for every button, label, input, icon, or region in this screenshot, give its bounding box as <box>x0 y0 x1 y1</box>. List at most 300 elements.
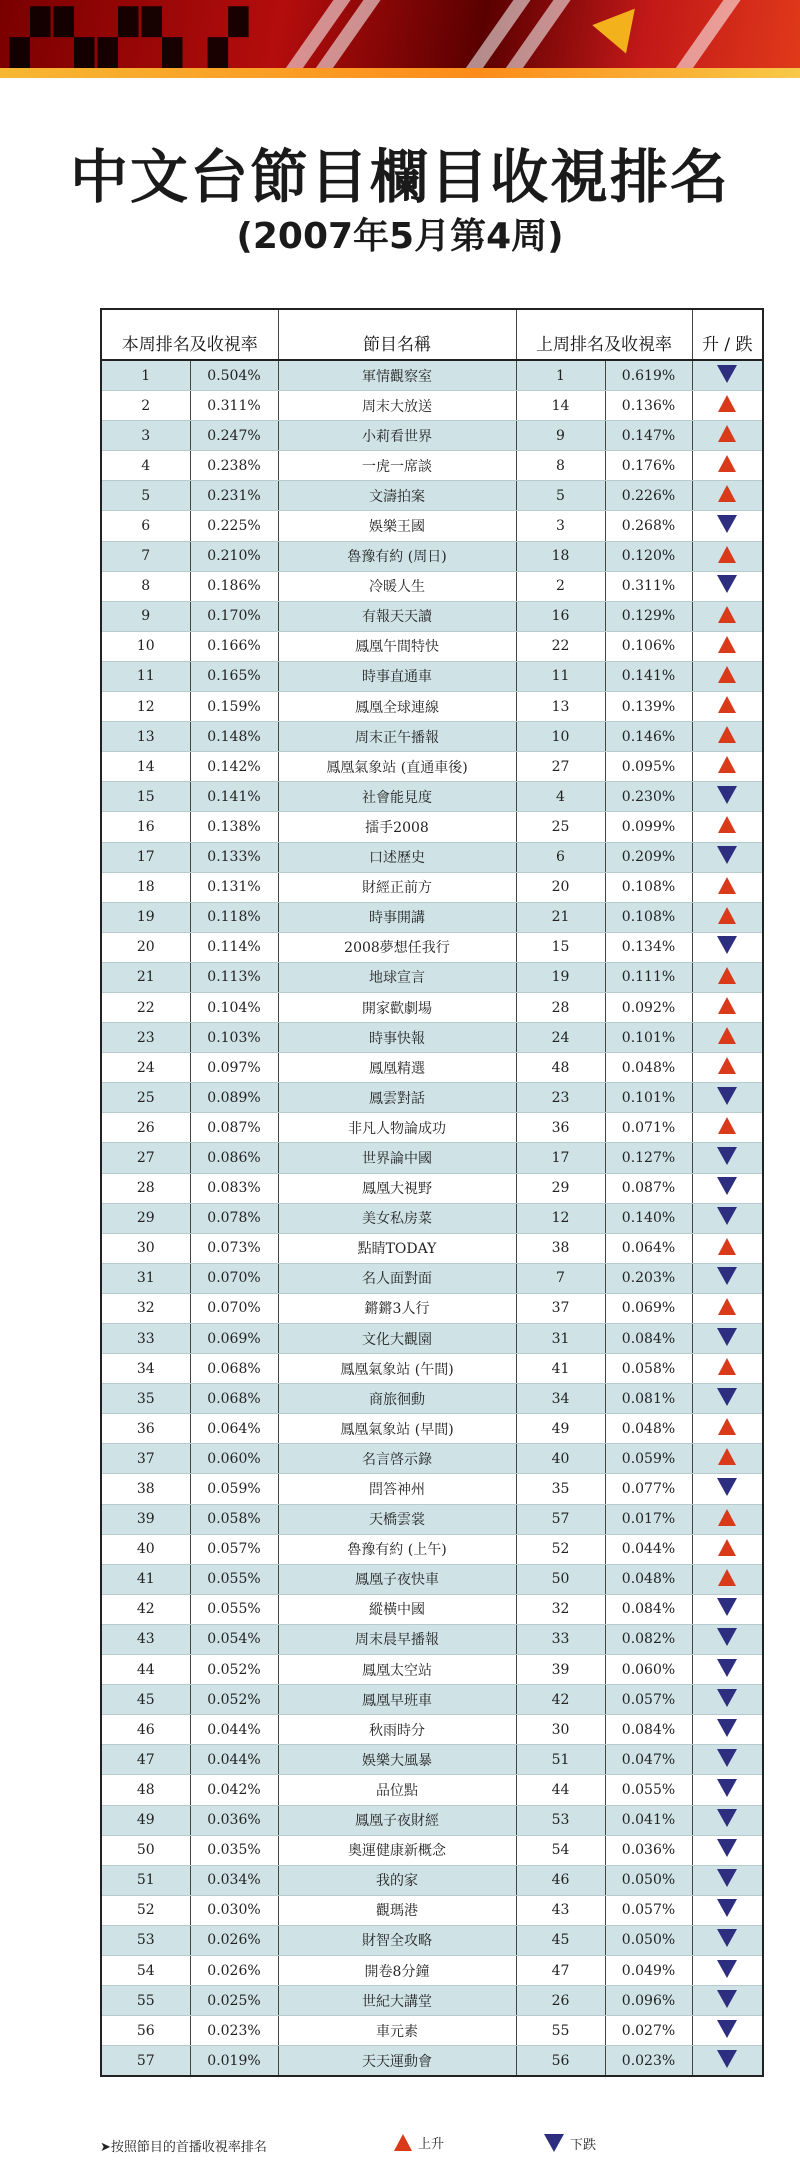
prev-rate-cell: 0.619% <box>605 360 692 391</box>
prev-rank-cell: 46 <box>516 1865 605 1895</box>
trend-cell <box>692 1594 763 1624</box>
triangle-down-icon <box>717 1177 737 1195</box>
program-name-cell: 鳳凰氣象站 (直通車後) <box>278 752 516 782</box>
rate-cell: 0.086% <box>190 1143 278 1173</box>
prev-rate-cell: 0.092% <box>605 992 692 1022</box>
prev-rank-cell: 31 <box>516 1324 605 1354</box>
rank-cell: 13 <box>101 722 190 752</box>
table-row <box>101 842 763 872</box>
prev-rate-cell: 0.084% <box>605 1594 692 1624</box>
prev-rate-cell: 0.120% <box>605 541 692 571</box>
table-row <box>101 1715 763 1745</box>
prev-rank-cell: 8 <box>516 451 605 481</box>
trend-cell <box>692 571 763 601</box>
trend-cell <box>692 1564 763 1594</box>
table-row <box>101 1624 763 1654</box>
trend-cell <box>692 1895 763 1925</box>
rate-cell: 0.055% <box>190 1594 278 1624</box>
program-name-cell: 名言啓示錄 <box>278 1444 516 1474</box>
prev-rank-cell: 9 <box>516 421 605 451</box>
program-name-cell: 鳳凰早班車 <box>278 1685 516 1715</box>
table-row <box>101 1444 763 1474</box>
prev-rate-cell: 0.146% <box>605 722 692 752</box>
trend-cell <box>692 631 763 661</box>
legend-down <box>544 2134 596 2156</box>
rank-cell: 30 <box>101 1233 190 1263</box>
trend-cell <box>692 1233 763 1263</box>
prev-rate-cell: 0.077% <box>605 1474 692 1504</box>
triangle-up-icon <box>718 1358 736 1375</box>
rate-cell: 0.042% <box>190 1775 278 1805</box>
prev-rank-cell: 3 <box>516 511 605 541</box>
triangle-down-icon <box>717 786 737 804</box>
program-name-cell: 社會能見度 <box>278 782 516 812</box>
rate-cell: 0.044% <box>190 1715 278 1745</box>
prev-rank-cell: 57 <box>516 1504 605 1534</box>
table-row <box>101 360 763 391</box>
rank-cell: 42 <box>101 1594 190 1624</box>
prev-rate-cell: 0.311% <box>605 571 692 601</box>
program-name-cell: 鳳凰氣象站 (早間) <box>278 1414 516 1444</box>
header-trend: 升 / 跌 <box>692 309 763 360</box>
rate-cell: 0.034% <box>190 1865 278 1895</box>
trend-cell <box>692 872 763 902</box>
trend-cell <box>692 722 763 752</box>
triangle-down-icon <box>717 1628 737 1646</box>
table-row <box>101 1685 763 1715</box>
rate-cell: 0.166% <box>190 631 278 661</box>
prev-rate-cell: 0.027% <box>605 2016 692 2046</box>
rate-cell: 0.023% <box>190 2016 278 2046</box>
rank-cell: 47 <box>101 1745 190 1775</box>
trend-cell <box>692 1083 763 1113</box>
rate-cell: 0.054% <box>190 1624 278 1654</box>
prev-rank-cell: 17 <box>516 1143 605 1173</box>
rank-cell: 25 <box>101 1083 190 1113</box>
program-name-cell: 周末晨早播報 <box>278 1624 516 1654</box>
program-name-cell: 奧運健康新概念 <box>278 1835 516 1865</box>
triangle-down-icon <box>717 1328 737 1346</box>
prev-rank-cell: 26 <box>516 1986 605 2016</box>
prev-rank-cell: 43 <box>516 1895 605 1925</box>
triangle-up-icon <box>718 395 736 412</box>
table-row <box>101 661 763 691</box>
rank-cell: 20 <box>101 932 190 962</box>
trend-cell <box>692 451 763 481</box>
table-row <box>101 1384 763 1414</box>
triangle-up-icon <box>718 816 736 833</box>
triangle-up-icon <box>718 1569 736 1586</box>
rank-cell: 53 <box>101 1925 190 1955</box>
trend-cell <box>692 992 763 1022</box>
program-name-cell: 世紀大講堂 <box>278 1986 516 2016</box>
prev-rate-cell: 0.082% <box>605 1624 692 1654</box>
rate-cell: 0.504% <box>190 360 278 391</box>
program-name-cell: 鳳凰太空站 <box>278 1655 516 1685</box>
prev-rank-cell: 15 <box>516 932 605 962</box>
prev-rate-cell: 0.069% <box>605 1293 692 1323</box>
program-name-cell: 娛樂王國 <box>278 511 516 541</box>
rank-cell: 26 <box>101 1113 190 1143</box>
prev-rate-cell: 0.127% <box>605 1143 692 1173</box>
rate-cell: 0.138% <box>190 812 278 842</box>
triangle-up-icon <box>718 1238 736 1255</box>
program-name-cell: 車元素 <box>278 2016 516 2046</box>
prev-rank-cell: 39 <box>516 1655 605 1685</box>
page-subtitle: (2007年5月第4周) <box>236 216 564 257</box>
table-row <box>101 1113 763 1143</box>
trend-cell <box>692 1745 763 1775</box>
rate-cell: 0.104% <box>190 992 278 1022</box>
rank-cell: 23 <box>101 1023 190 1053</box>
table-row <box>101 1775 763 1805</box>
rank-cell: 6 <box>101 511 190 541</box>
trend-cell <box>692 1384 763 1414</box>
rate-cell: 0.083% <box>190 1173 278 1203</box>
page-title: 中文台節目欄目收視排名 <box>69 143 730 211</box>
prev-rank-cell: 33 <box>516 1624 605 1654</box>
triangle-down-icon <box>717 2050 737 2068</box>
prev-rate-cell: 0.134% <box>605 932 692 962</box>
prev-rank-cell: 20 <box>516 872 605 902</box>
rate-cell: 0.311% <box>190 391 278 421</box>
program-name-cell: 鳳凰精選 <box>278 1053 516 1083</box>
prev-rate-cell: 0.203% <box>605 1263 692 1293</box>
prev-rank-cell: 51 <box>516 1745 605 1775</box>
program-name-cell: 美女私房菜 <box>278 1203 516 1233</box>
table-row <box>101 1324 763 1354</box>
table-row <box>101 1293 763 1323</box>
rate-cell: 0.103% <box>190 1023 278 1053</box>
table-row <box>101 1233 763 1263</box>
trend-cell <box>692 481 763 511</box>
table-row <box>101 1023 763 1053</box>
triangle-down-icon <box>717 1749 737 1767</box>
trend-cell <box>692 1173 763 1203</box>
prev-rate-cell: 0.139% <box>605 692 692 722</box>
rate-cell: 0.225% <box>190 511 278 541</box>
triangle-up-icon <box>718 455 736 472</box>
rate-cell: 0.133% <box>190 842 278 872</box>
rate-cell: 0.186% <box>190 571 278 601</box>
trend-cell <box>692 932 763 962</box>
rank-cell: 48 <box>101 1775 190 1805</box>
prev-rank-cell: 42 <box>516 1685 605 1715</box>
prev-rank-cell: 27 <box>516 752 605 782</box>
triangle-down-icon <box>717 2020 737 2038</box>
program-name-cell: 文濤拍案 <box>278 481 516 511</box>
triangle-down-icon <box>717 1779 737 1797</box>
program-name-cell: 鳳凰子夜財經 <box>278 1805 516 1835</box>
triangle-up-icon <box>718 967 736 984</box>
program-name-cell: 世界論中國 <box>278 1143 516 1173</box>
trend-cell <box>692 2046 763 2077</box>
prev-rate-cell: 0.057% <box>605 1895 692 1925</box>
prev-rank-cell: 29 <box>516 1173 605 1203</box>
program-name-cell: 鳳凰午間特快 <box>278 631 516 661</box>
triangle-down-icon <box>717 846 737 864</box>
program-name-cell: 時事直通車 <box>278 661 516 691</box>
prev-rate-cell: 0.140% <box>605 1203 692 1233</box>
prev-rate-cell: 0.059% <box>605 1444 692 1474</box>
table-row <box>101 1414 763 1444</box>
triangle-up-icon <box>718 726 736 743</box>
table-row <box>101 1895 763 1925</box>
program-name-cell: 觀瑪港 <box>278 1895 516 1925</box>
rate-cell: 0.052% <box>190 1655 278 1685</box>
program-name-cell: 軍情觀察室 <box>278 360 516 391</box>
rank-cell: 3 <box>101 421 190 451</box>
table-row <box>101 752 763 782</box>
triangle-up-icon <box>718 425 736 442</box>
program-name-cell: 魯豫有約 (周日) <box>278 541 516 571</box>
banner-stripe <box>640 0 755 78</box>
table-row <box>101 1865 763 1895</box>
prev-rate-cell: 0.084% <box>605 1324 692 1354</box>
table-row <box>101 902 763 932</box>
triangle-up-icon <box>718 907 736 924</box>
rank-cell: 12 <box>101 692 190 722</box>
table-row <box>101 481 763 511</box>
prev-rank-cell: 28 <box>516 992 605 1022</box>
table-row <box>101 1263 763 1293</box>
rank-cell: 56 <box>101 2016 190 2046</box>
prev-rate-cell: 0.060% <box>605 1655 692 1685</box>
program-name-cell: 鏘鏘3人行 <box>278 1293 516 1323</box>
prev-rank-cell: 23 <box>516 1083 605 1113</box>
triangle-up-icon <box>718 1117 736 1134</box>
rate-cell: 0.026% <box>190 1925 278 1955</box>
table-row <box>101 391 763 421</box>
triangle-down-icon <box>717 1087 737 1105</box>
rank-cell: 38 <box>101 1474 190 1504</box>
program-name-cell: 一虎一席談 <box>278 451 516 481</box>
table-row <box>101 1203 763 1233</box>
program-name-cell: 鳳凰氣象站 (午間) <box>278 1354 516 1384</box>
prev-rank-cell: 25 <box>516 812 605 842</box>
prev-rate-cell: 0.268% <box>605 511 692 541</box>
trend-cell <box>692 782 763 812</box>
prev-rate-cell: 0.050% <box>605 1865 692 1895</box>
prev-rate-cell: 0.048% <box>605 1053 692 1083</box>
rate-cell: 0.170% <box>190 601 278 631</box>
rank-cell: 8 <box>101 571 190 601</box>
triangle-down-icon <box>717 1719 737 1737</box>
trend-cell <box>692 842 763 872</box>
prev-rate-cell: 0.176% <box>605 451 692 481</box>
trend-cell <box>692 1023 763 1053</box>
rank-cell: 55 <box>101 1986 190 2016</box>
prev-rank-cell: 30 <box>516 1715 605 1745</box>
prev-rate-cell: 0.095% <box>605 752 692 782</box>
triangle-down-icon <box>717 936 737 954</box>
trend-cell <box>692 1986 763 2016</box>
rate-cell: 0.035% <box>190 1835 278 1865</box>
program-name-cell: 品位點 <box>278 1775 516 1805</box>
trend-cell <box>692 661 763 691</box>
prev-rank-cell: 56 <box>516 2046 605 2077</box>
rate-cell: 0.058% <box>190 1504 278 1534</box>
prev-rate-cell: 0.044% <box>605 1534 692 1564</box>
rate-cell: 0.060% <box>190 1444 278 1474</box>
program-name-cell: 非凡人物論成功 <box>278 1113 516 1143</box>
rank-cell: 41 <box>101 1564 190 1594</box>
rate-cell: 0.070% <box>190 1293 278 1323</box>
table-row <box>101 1504 763 1534</box>
rank-cell: 4 <box>101 451 190 481</box>
triangle-down-icon <box>717 575 737 593</box>
prev-rank-cell: 37 <box>516 1293 605 1323</box>
rate-cell: 0.069% <box>190 1324 278 1354</box>
prev-rate-cell: 0.041% <box>605 1805 692 1835</box>
rate-cell: 0.064% <box>190 1414 278 1444</box>
rank-cell: 57 <box>101 2046 190 2077</box>
program-name-cell: 周末大放送 <box>278 391 516 421</box>
rank-cell: 29 <box>101 1203 190 1233</box>
program-name-cell: 點睛TODAY <box>278 1233 516 1263</box>
triangle-up-icon <box>718 485 736 502</box>
rate-cell: 0.044% <box>190 1745 278 1775</box>
rank-cell: 16 <box>101 812 190 842</box>
table-row <box>101 1534 763 1564</box>
program-name-cell: 商旅徊動 <box>278 1384 516 1414</box>
prev-rank-cell: 18 <box>516 541 605 571</box>
prev-rate-cell: 0.209% <box>605 842 692 872</box>
rank-cell: 35 <box>101 1384 190 1414</box>
trend-cell <box>692 752 763 782</box>
table-row <box>101 601 763 631</box>
rate-cell: 0.036% <box>190 1805 278 1835</box>
prev-rank-cell: 16 <box>516 601 605 631</box>
prev-rate-cell: 0.058% <box>605 1354 692 1384</box>
triangle-down-icon <box>717 1929 737 1947</box>
table-row <box>101 1173 763 1203</box>
program-name-cell: 鳳凰大視野 <box>278 1173 516 1203</box>
rank-cell: 34 <box>101 1354 190 1384</box>
prev-rate-cell: 0.055% <box>605 1775 692 1805</box>
trend-cell <box>692 1534 763 1564</box>
rank-cell: 2 <box>101 391 190 421</box>
prev-rate-cell: 0.050% <box>605 1925 692 1955</box>
rate-cell: 0.238% <box>190 451 278 481</box>
rank-cell: 21 <box>101 962 190 992</box>
legend-up <box>394 2134 444 2155</box>
footnote <box>100 2134 762 2158</box>
program-name-cell: 時事開講 <box>278 902 516 932</box>
trend-cell <box>692 1624 763 1654</box>
prev-rank-cell: 41 <box>516 1354 605 1384</box>
table-row <box>101 992 763 1022</box>
rank-cell: 44 <box>101 1655 190 1685</box>
triangle-up-icon <box>718 1298 736 1315</box>
program-name-cell: 鳳雲對話 <box>278 1083 516 1113</box>
rank-cell: 19 <box>101 902 190 932</box>
table-row <box>101 421 763 451</box>
rate-cell: 0.131% <box>190 872 278 902</box>
rate-cell: 0.059% <box>190 1474 278 1504</box>
rate-cell: 0.089% <box>190 1083 278 1113</box>
prev-rate-cell: 0.064% <box>605 1233 692 1263</box>
triangle-up-icon <box>718 606 736 623</box>
trend-cell <box>692 1324 763 1354</box>
rank-cell: 39 <box>101 1504 190 1534</box>
rank-cell: 51 <box>101 1865 190 1895</box>
program-name-cell: 有報天天讀 <box>278 601 516 631</box>
prev-rank-cell: 13 <box>516 692 605 722</box>
rank-cell: 37 <box>101 1444 190 1474</box>
program-name-cell: 魯豫有約 (上午) <box>278 1534 516 1564</box>
legend-up-label: 上升 <box>418 2137 445 2152</box>
rate-cell: 0.118% <box>190 902 278 932</box>
trend-cell <box>692 1955 763 1985</box>
prev-rank-cell: 34 <box>516 1384 605 1414</box>
program-name-cell: 縱橫中國 <box>278 1594 516 1624</box>
triangle-up-icon <box>718 1057 736 1074</box>
triangle-up-icon <box>718 1448 736 1465</box>
trend-cell <box>692 1685 763 1715</box>
table-row <box>101 631 763 661</box>
rank-cell: 32 <box>101 1293 190 1323</box>
trend-cell <box>692 541 763 571</box>
table-row <box>101 692 763 722</box>
prev-rate-cell: 0.141% <box>605 661 692 691</box>
table-row <box>101 541 763 571</box>
table-row <box>101 962 763 992</box>
prev-rate-cell: 0.108% <box>605 872 692 902</box>
table-row <box>101 1986 763 2016</box>
triangle-up-icon <box>718 877 736 894</box>
header-this-week: 本周排名及收視率 <box>101 309 278 360</box>
table-body <box>101 360 763 2076</box>
program-name-cell: 娛樂大風暴 <box>278 1745 516 1775</box>
rank-cell: 40 <box>101 1534 190 1564</box>
rate-cell: 0.025% <box>190 1986 278 2016</box>
prev-rank-cell: 11 <box>516 661 605 691</box>
table-row <box>101 1564 763 1594</box>
program-name-cell: 擂手2008 <box>278 812 516 842</box>
program-name-cell: 冷暖人生 <box>278 571 516 601</box>
trend-cell <box>692 1474 763 1504</box>
program-name-cell: 開卷8分鐘 <box>278 1955 516 1985</box>
rate-cell: 0.141% <box>190 782 278 812</box>
triangle-down-icon <box>717 1598 737 1616</box>
rate-cell: 0.073% <box>190 1233 278 1263</box>
trend-cell <box>692 1655 763 1685</box>
trend-cell <box>692 1444 763 1474</box>
prev-rank-cell: 32 <box>516 1594 605 1624</box>
prev-rate-cell: 0.087% <box>605 1173 692 1203</box>
triangle-up-icon <box>718 997 736 1014</box>
rank-cell: 22 <box>101 992 190 1022</box>
prev-rank-cell: 47 <box>516 1955 605 1985</box>
rank-cell: 1 <box>101 360 190 391</box>
prev-rank-cell: 36 <box>516 1113 605 1143</box>
prev-rank-cell: 2 <box>516 571 605 601</box>
triangle-down-icon <box>717 1869 737 1887</box>
rank-cell: 50 <box>101 1835 190 1865</box>
triangle-up-icon <box>718 1418 736 1435</box>
trend-cell <box>692 2016 763 2046</box>
rate-cell: 0.078% <box>190 1203 278 1233</box>
rank-cell: 49 <box>101 1805 190 1835</box>
rank-cell: 27 <box>101 1143 190 1173</box>
table-row <box>101 1083 763 1113</box>
footnote-text: 按照節目的首播收視率排名 <box>110 2140 267 2155</box>
rate-cell: 0.247% <box>190 421 278 451</box>
triangle-up-icon <box>718 546 736 563</box>
prev-rate-cell: 0.226% <box>605 481 692 511</box>
triangle-up-icon <box>718 1027 736 1044</box>
